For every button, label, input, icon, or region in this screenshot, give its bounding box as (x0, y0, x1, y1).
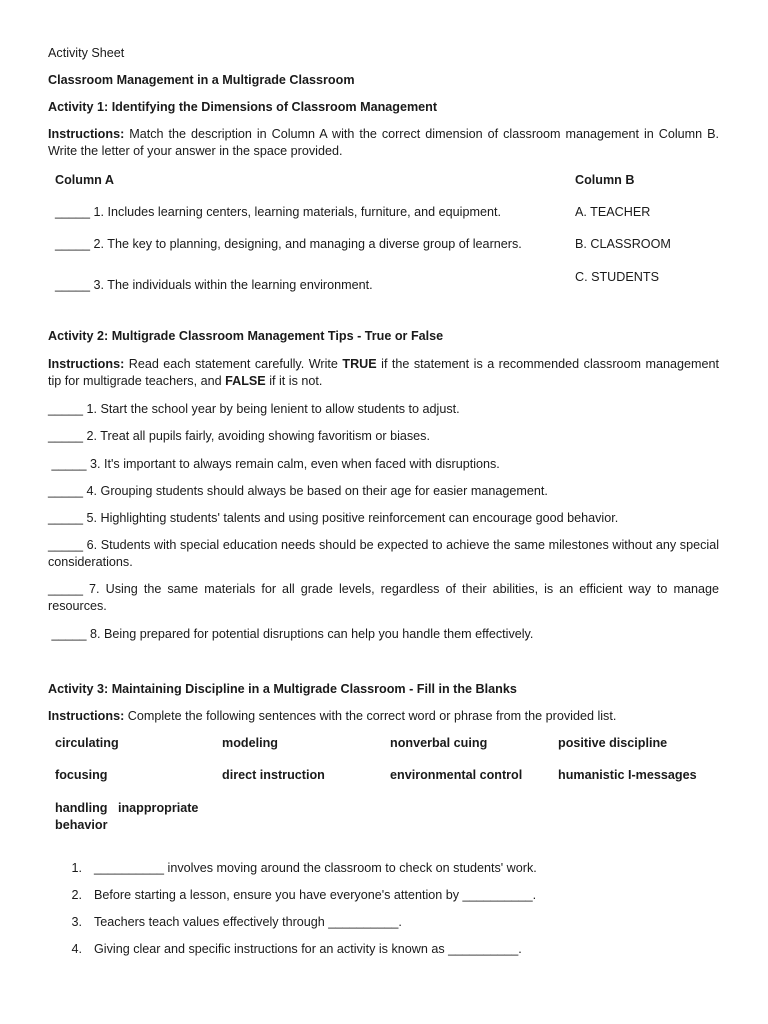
activity3-title: Activity 3: Maintaining Discipline in a Multigrade Classroom - Fill in the Blanks (48, 682, 517, 696)
tf-statement: _____ 4. Grouping students should always be based on their age for easier management. (48, 484, 548, 498)
activity2-title: Activity 2: Multigrade Classroom Management Tips - True or False (48, 329, 444, 343)
item-text: Giving clear and specific instructions for an activity is known as __________. (94, 942, 522, 956)
activity2-instructions-text: if the statement is a recommended classroom management tip for multigrade teachers, and (48, 357, 719, 388)
item-number: 2. (71, 888, 82, 902)
activity2-instructions-text: if it is not. (265, 374, 323, 388)
activity2-instructions-text: Read each statement carefully. Write (124, 357, 343, 371)
item-number: 1. (71, 861, 82, 875)
column-b-header: Column B (575, 173, 635, 187)
tf-statement: _____ 7. Using the same materials for all grade levels, regardless of their abilities, is an efficient way to manage resources. (48, 582, 719, 613)
activity2-instructions-label: Instructions: (48, 357, 125, 371)
activity1-instructions-text: Match the description in Column A with the correct dimension of classroom management in Column B. Write the letter of your answer in the space provided. (48, 127, 719, 158)
activity3-instructions-label: Instructions: (48, 709, 125, 723)
word-bank-item: nonverbal cuing (390, 736, 488, 750)
word-bank-item: handling inappropriate behavior (55, 801, 202, 832)
word-bank-item: modeling (222, 736, 278, 750)
item-text: Teachers teach values effectively through __________. (94, 915, 402, 929)
false-keyword: FALSE (225, 374, 266, 388)
word-bank-item: environmental control (390, 768, 523, 782)
activity1-title: Activity 1: Identifying the Dimensions of Classroom Management (48, 100, 438, 114)
tf-statement: _____ 1. Start the school year by being lenient to allow students to adjust. (48, 402, 460, 416)
word-bank-item: direct instruction (222, 768, 325, 782)
tf-statement: _____ 8. Being prepared for potential disruptions can help you handle them effectively. (48, 627, 534, 641)
column-b-item: B. CLASSROOM (575, 237, 671, 251)
activity1-instructions (48, 126, 719, 160)
sheet-subtitle: Classroom Management in a Multigrade Classroom (48, 73, 355, 87)
word-bank-item: humanistic I-messages (558, 768, 697, 782)
sheet-label: Activity Sheet (48, 46, 125, 60)
tf-statement: _____ 2. Treat all pupils fairly, avoiding showing favoritism or biases. (48, 429, 430, 443)
column-a-header: Column A (55, 173, 114, 187)
column-b-item: C. STUDENTS (575, 270, 659, 284)
tf-statement: _____ 5. Highlighting students' talents and using positive reinforcement can encourage good behavior. (48, 511, 619, 525)
tf-statement: _____ 6. Students with special education needs should be expected to achieve the same milestones without any special considerations. (48, 538, 719, 569)
column-a-item: _____ 2. The key to planning, designing, and managing a diverse group of learners. (55, 237, 522, 251)
column-a-item: _____ 3. The individuals within the learning environment. (55, 278, 373, 292)
word-bank-item: positive discipline (558, 736, 668, 750)
column-b-item: A. TEACHER (575, 205, 651, 219)
activity3-instructions-text: Complete the following sentences with the correct word or phrase from the provided list. (124, 709, 617, 723)
item-text: Before starting a lesson, ensure you have everyone's attention by __________. (94, 888, 537, 902)
activity2-instructions (48, 356, 719, 390)
word-bank-item: focusing (55, 768, 108, 782)
activity1-instructions-label: Instructions: (48, 127, 125, 141)
true-keyword: TRUE (342, 357, 377, 371)
activity3-instructions (48, 708, 719, 725)
item-number: 4. (71, 942, 82, 956)
item-text: __________ involves moving around the classroom to check on students' work. (94, 861, 537, 875)
item-number: 3. (71, 915, 82, 929)
tf-statement: _____ 3. It's important to always remain calm, even when faced with disruptions. (48, 457, 500, 471)
column-a-item: _____ 1. Includes learning centers, learning materials, furniture, and equipment. (55, 205, 501, 219)
word-bank-item: circulating (55, 736, 119, 750)
